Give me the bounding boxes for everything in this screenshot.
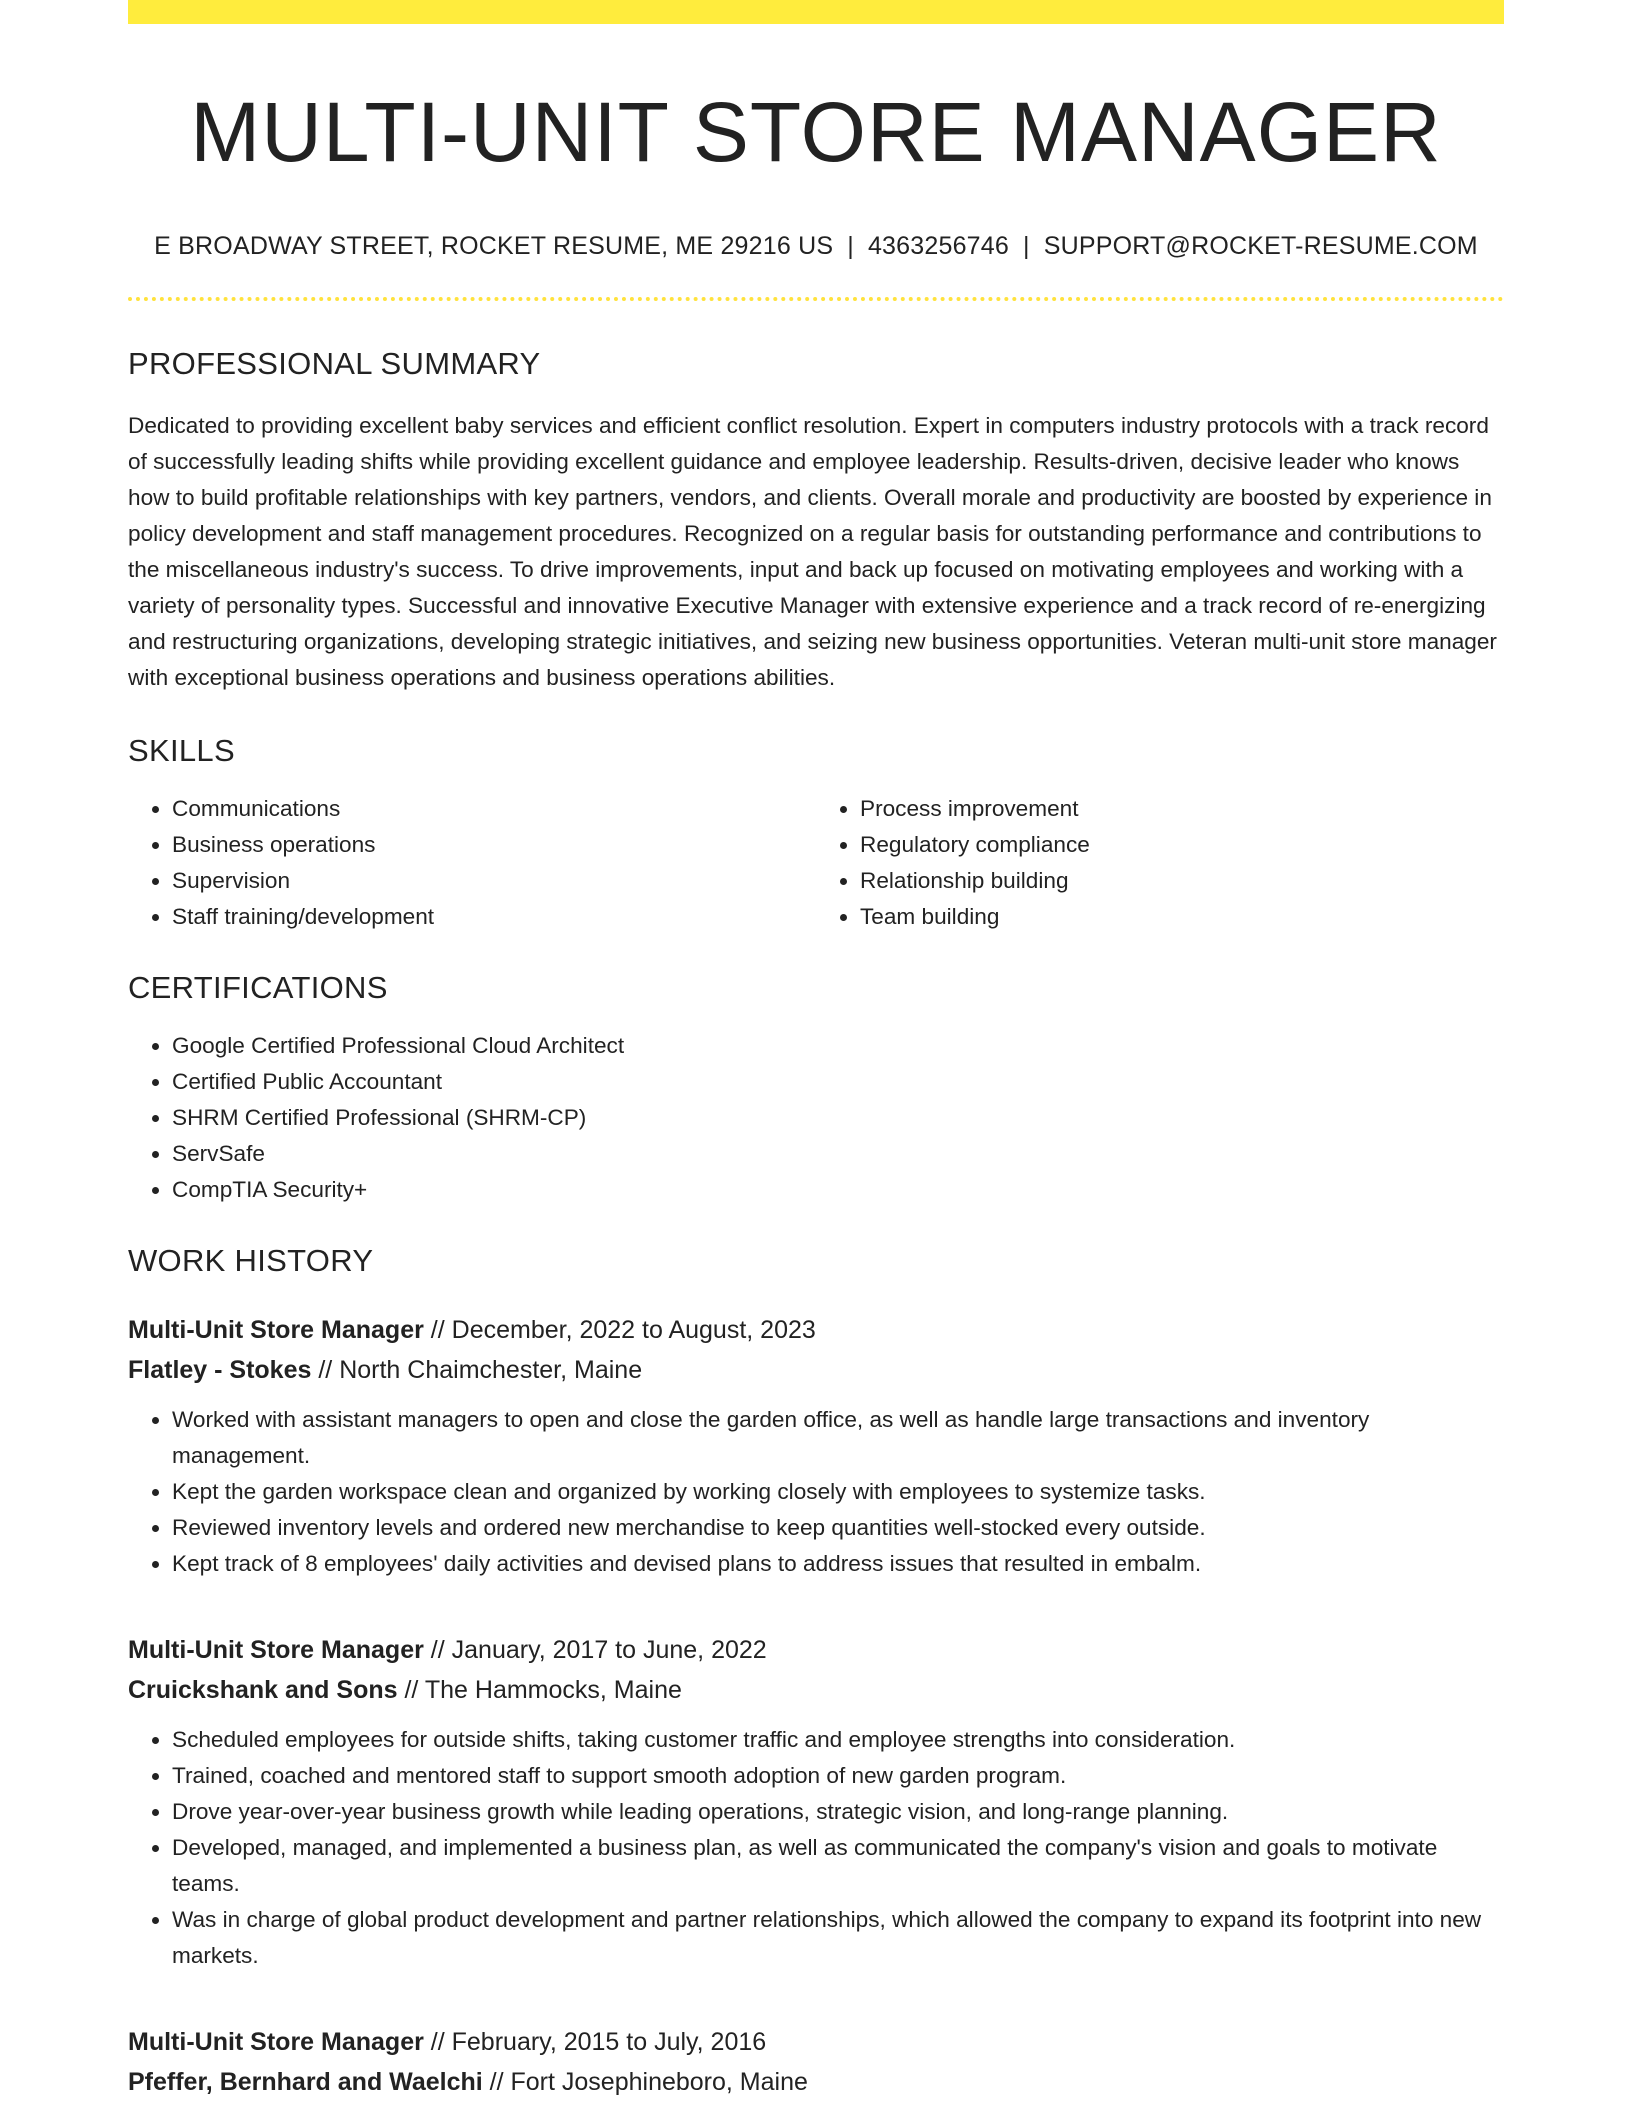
job-dates: // January, 2017 to June, 2022	[430, 1635, 767, 1664]
certifications-section	[128, 969, 1504, 1208]
certifications-heading: CERTIFICATIONS	[128, 970, 388, 1006]
skills-columns	[128, 791, 1504, 935]
job-bullets	[128, 1722, 1504, 1974]
job-bullet: • Scheduled employees for outside shifts, taking customer traffic and employee strengths into consideration.	[172, 1722, 1504, 1758]
job-bullet: • Kept the garden workspace clean and organized by working closely with employees to systemize tasks.	[172, 1474, 1504, 1510]
job-title-line	[128, 2022, 1504, 2062]
skill-item: • Team building	[860, 899, 1504, 935]
job-bullet: • Worked with assistant managers to open and close the garden office, as well as handle large transactions and inventory management.	[172, 1402, 1504, 1474]
contact-separator: |	[1023, 231, 1030, 260]
job-company: Flatley - Stokes	[128, 1355, 312, 1384]
contact-address: E BROADWAY STREET, ROCKET RESUME, ME 29216 US	[154, 231, 834, 260]
dotted-divider	[128, 297, 1504, 301]
skill-item: • Communications	[172, 791, 816, 827]
job-company-line	[128, 1670, 1504, 1710]
job-bullet: • Developed, managed, and implemented a business plan, as well as communicated the company's vision and goals to motivate teams.	[172, 1830, 1504, 1902]
skills-right-list	[816, 791, 1504, 935]
skill-item: • Staff training/development	[172, 899, 816, 935]
summary-text: Dedicated to providing excellent baby services and efficient conflict resolution. Expert in computers industry protocols with a track record of successfully leading shifts while providing excellent guidance and employee leadership. Results-driven, decisive leader who knows how to build profitable relationships with key partners, vendors, and clients. Overall morale and productivity are boosted by experience in policy development and staff management procedures. Recognized on a regular basis for outstanding performance and contributions to the miscellaneous industry's success. To drive improvements, input and back up focused on motivating employees and working with a variety of personality types. Successful and innovative Executive Manager with extensive experience and a track record of re-energizing and restructuring organizations, developing strategic initiatives, and seizing new business opportunities. Veteran multi-unit store manager with exceptional business operations and business operations abilities.	[128, 412, 1497, 690]
skills-section	[128, 732, 1504, 935]
job-title: Multi-Unit Store Manager	[128, 2027, 424, 2056]
summary-heading: PROFESSIONAL SUMMARY	[128, 345, 541, 381]
job-bullet: • Was in charge of global product development and partner relationships, which allowed the company to expand its footprint into new markets.	[172, 1902, 1504, 1974]
summary-section	[128, 345, 1504, 696]
skills-left-list	[128, 791, 816, 935]
job-dates: // December, 2022 to August, 2023	[430, 1315, 816, 1344]
skill-item: • Business operations	[172, 827, 816, 863]
job-location: // Fort Josephineboro, Maine	[489, 2067, 808, 2096]
job-bullet: • Drove year-over-year business growth while leading operations, strategic vision, and long-range planning.	[172, 1794, 1504, 1830]
job-bullets	[128, 1402, 1504, 1582]
certification-item: • SHRM Certified Professional (SHRM-CP)	[172, 1100, 1504, 1136]
job-company: Cruickshank and Sons	[128, 1675, 398, 1704]
skill-item: • Relationship building	[860, 863, 1504, 899]
job-bullet: • Reviewed inventory levels and ordered new merchandise to keep quantities well-stocked every outside.	[172, 1510, 1504, 1546]
resume-page	[128, 0, 1504, 2102]
job-title-line	[128, 1630, 1504, 1670]
contact-line	[128, 231, 1504, 261]
certification-item: • CompTIA Security+	[172, 1172, 1504, 1208]
job-company-line	[128, 1350, 1504, 1390]
job-title: Multi-Unit Store Manager	[128, 1635, 424, 1664]
job-company: Pfeffer, Bernhard and Waelchi	[128, 2067, 483, 2096]
job-location: // North Chaimchester, Maine	[318, 1355, 643, 1384]
job-entry	[128, 2022, 1504, 2102]
contact-email: SUPPORT@ROCKET-RESUME.COM	[1043, 231, 1478, 260]
skill-item: • Regulatory compliance	[860, 827, 1504, 863]
skills-heading: SKILLS	[128, 732, 235, 768]
job-company-line	[128, 2062, 1504, 2102]
job-bullet: • Trained, coached and mentored staff to support smooth adoption of new garden program.	[172, 1758, 1504, 1794]
certification-item: • Certified Public Accountant	[172, 1064, 1504, 1100]
skill-item: • Supervision	[172, 863, 816, 899]
job-entry	[128, 1630, 1504, 1974]
contact-separator: |	[847, 231, 854, 260]
job-location: // The Hammocks, Maine	[404, 1675, 682, 1704]
certification-item: • ServSafe	[172, 1136, 1504, 1172]
job-entry	[128, 1310, 1504, 1582]
top-accent-bar	[128, 0, 1504, 24]
certification-item: • Google Certified Professional Cloud Architect	[172, 1028, 1504, 1064]
resume-name: MULTI-UNIT STORE MANAGER	[190, 85, 1442, 179]
certifications-list	[128, 1028, 1504, 1208]
job-bullet: • Kept track of 8 employees' daily activities and devised plans to address issues that resulted in embalm.	[172, 1546, 1504, 1582]
skill-item: • Process improvement	[860, 791, 1504, 827]
work-history-heading: WORK HISTORY	[128, 1243, 374, 1279]
work-history-section	[128, 1242, 1504, 2101]
contact-phone: 4363256746	[867, 231, 1009, 260]
job-title-line	[128, 1310, 1504, 1350]
job-title: Multi-Unit Store Manager	[128, 1315, 424, 1344]
job-dates: // February, 2015 to July, 2016	[430, 2027, 767, 2056]
